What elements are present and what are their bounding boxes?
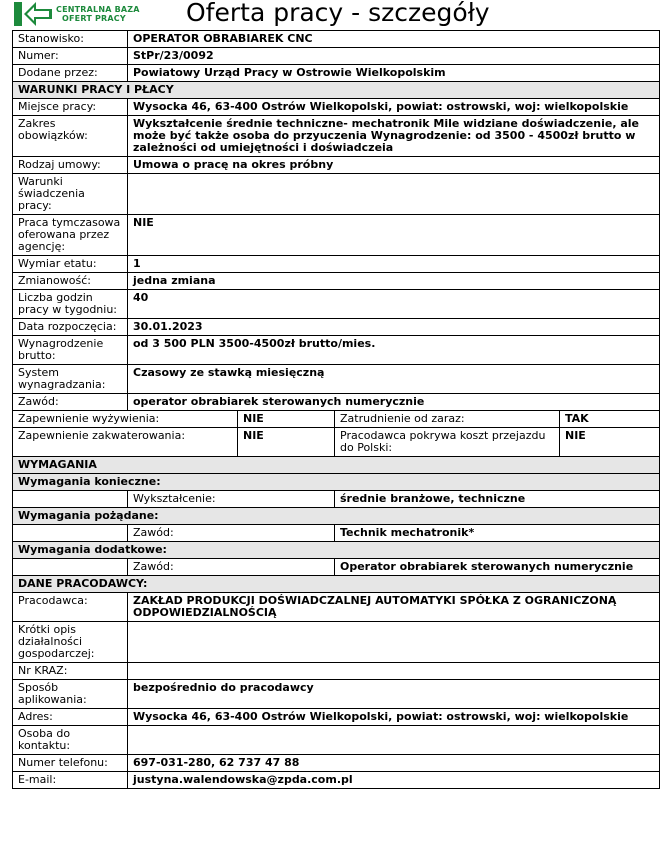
field-label: System wynagradzania: xyxy=(13,365,128,394)
row-email xyxy=(13,772,660,789)
field-label: Praca tymczasowa oferowana przez agencję: xyxy=(13,215,128,256)
field-value: ZAKŁAD PRODUKCJI DOŚWIADCZALNEJ AUTOMATYKI SPÓŁKA Z OGRANICZONĄ ODPOWIEDZIALNOŚCIĄ xyxy=(128,593,660,622)
field-value: 40 xyxy=(128,290,660,319)
indent-cell xyxy=(13,491,128,508)
row-requirement-profession-additional xyxy=(13,559,660,576)
offer-details-table xyxy=(12,30,660,789)
field-label: Nr KRAZ: xyxy=(13,663,128,680)
row-kraz xyxy=(13,663,660,680)
field-value: od 3 500 PLN 3500-4500zł brutto/mies. xyxy=(128,336,660,365)
logo-line-2: OFERT PRACY xyxy=(62,14,126,23)
field-label: Pracodawca: xyxy=(13,593,128,622)
row-number xyxy=(13,48,660,65)
section-heading: WYMAGANIA xyxy=(13,457,660,474)
field-value: OPERATOR OBRABIAREK CNC xyxy=(128,31,660,48)
row-work-conditions xyxy=(13,174,660,215)
field-value xyxy=(128,622,660,663)
row-start-date xyxy=(13,319,660,336)
row-contract-type xyxy=(13,157,660,174)
field-value: StPr/23/0092 xyxy=(128,48,660,65)
logo-line-1: CENTRALNA BAZA xyxy=(56,5,140,14)
field-value: jedna zmiana xyxy=(128,273,660,290)
field-label: Zapewnienie wyżywienia: xyxy=(13,411,238,428)
section-requirements xyxy=(13,457,660,474)
logo-text xyxy=(56,5,140,23)
field-label: E-mail: xyxy=(13,772,128,789)
field-value: NIE xyxy=(238,428,335,457)
field-value: operator obrabiarek sterowanych numerycznie xyxy=(128,394,660,411)
field-value: Wysocka 46, 63-400 Ostrów Wielkopolski, powiat: ostrowski, woj: wielkopolskie xyxy=(128,99,660,116)
field-value: 30.01.2023 xyxy=(128,319,660,336)
field-value: 1 xyxy=(128,256,660,273)
indent-cell xyxy=(13,525,128,542)
field-value: Wysocka 46, 63-400 Ostrów Wielkopolski, powiat: ostrowski, woj: wielkopolskie xyxy=(128,709,660,726)
field-label: Sposób aplikowania: xyxy=(13,680,128,709)
subsection-desired xyxy=(13,508,660,525)
section-employer xyxy=(13,576,660,593)
logo xyxy=(12,1,142,27)
row-business-description xyxy=(13,622,660,663)
subsection-heading: Wymagania konieczne: xyxy=(13,474,660,491)
field-label: Adres: xyxy=(13,709,128,726)
field-value xyxy=(128,663,660,680)
field-label: Zakres obowiązków: xyxy=(13,116,128,157)
page-header xyxy=(0,0,660,30)
field-label: Liczba godzin pracy w tygodniu: xyxy=(13,290,128,319)
row-temporary-work xyxy=(13,215,660,256)
field-value: Operator obrabiarek sterowanych numerycznie xyxy=(335,559,660,576)
field-value xyxy=(128,726,660,755)
subsection-additional xyxy=(13,542,660,559)
row-employer xyxy=(13,593,660,622)
row-phone xyxy=(13,755,660,772)
row-pay-system xyxy=(13,365,660,394)
section-heading: DANE PRACODAWCY: xyxy=(13,576,660,593)
field-value: NIE xyxy=(560,428,660,457)
row-duties xyxy=(13,116,660,157)
subsection-required xyxy=(13,474,660,491)
row-requirement-profession-desired xyxy=(13,525,660,542)
row-benefits-1 xyxy=(13,411,660,428)
field-label: Wymiar etatu: xyxy=(13,256,128,273)
field-label: Zatrudnienie od zaraz: xyxy=(335,411,560,428)
row-requirement-education xyxy=(13,491,660,508)
section-heading: WARUNKI PRACY I PŁACY xyxy=(13,82,660,99)
field-value: TAK xyxy=(560,411,660,428)
field-label: Pracodawca pokrywa koszt przejazdu do Polski: xyxy=(335,428,560,457)
logo-arrow-icon xyxy=(12,1,54,27)
row-job-size xyxy=(13,256,660,273)
page-title: Oferta pracy - szczegóły xyxy=(186,0,490,27)
field-value: Powiatowy Urząd Pracy w Ostrowie Wielkopolskim xyxy=(128,65,660,82)
field-label: Wynagrodzenie brutto: xyxy=(13,336,128,365)
subsection-heading: Wymagania dodatkowe: xyxy=(13,542,660,559)
row-profession xyxy=(13,394,660,411)
row-salary xyxy=(13,336,660,365)
field-label: Stanowisko: xyxy=(13,31,128,48)
phone-number[interactable]: 697-031-280, 62 737 47 88 xyxy=(128,755,660,772)
field-value: NIE xyxy=(128,215,660,256)
field-label: Numer: xyxy=(13,48,128,65)
field-value: NIE xyxy=(238,411,335,428)
field-value: Technik mechatronik* xyxy=(335,525,660,542)
row-apply-method xyxy=(13,680,660,709)
subsection-heading: Wymagania pożądane: xyxy=(13,508,660,525)
field-value: Wykształcenie średnie techniczne- mechatronik Mile widziane doświadczenie, ale może być także osoba do przyuczenia Wynagrodzenie: od 3500 - 4500zł brutto w zależności od umiejętności i doświadczeia xyxy=(128,116,660,157)
row-contact-person xyxy=(13,726,660,755)
field-label: Krótki opis działalności gospodarczej: xyxy=(13,622,128,663)
row-address xyxy=(13,709,660,726)
field-label: Zapewnienie zakwaterowania: xyxy=(13,428,238,457)
indent-cell xyxy=(13,559,128,576)
section-conditions xyxy=(13,82,660,99)
row-position xyxy=(13,31,660,48)
field-value xyxy=(128,174,660,215)
field-value: Czasowy ze stawką miesięczną xyxy=(128,365,660,394)
field-label: Zmianowość: xyxy=(13,273,128,290)
field-value: Umowa o pracę na okres próbny xyxy=(128,157,660,174)
row-benefits-2 xyxy=(13,428,660,457)
field-label: Zawód: xyxy=(13,394,128,411)
field-label: Miejsce pracy: xyxy=(13,99,128,116)
field-label: Zawód: xyxy=(128,525,335,542)
field-label: Osoba do kontaktu: xyxy=(13,726,128,755)
row-added-by xyxy=(13,65,660,82)
field-label: Data rozpoczęcia: xyxy=(13,319,128,336)
field-label: Dodane przez: xyxy=(13,65,128,82)
field-label: Rodzaj umowy: xyxy=(13,157,128,174)
field-label: Zawód: xyxy=(128,559,335,576)
row-workplace xyxy=(13,99,660,116)
field-label: Wykształcenie: xyxy=(128,491,335,508)
field-label: Numer telefonu: xyxy=(13,755,128,772)
field-label: Warunki świadczenia pracy: xyxy=(13,174,128,215)
field-value: średnie branżowe, techniczne xyxy=(335,491,660,508)
row-hours xyxy=(13,290,660,319)
email-link[interactable]: justyna.walendowska@zpda.com.pl xyxy=(128,772,660,789)
row-shifts xyxy=(13,273,660,290)
field-value: bezpośrednio do pracodawcy xyxy=(128,680,660,709)
